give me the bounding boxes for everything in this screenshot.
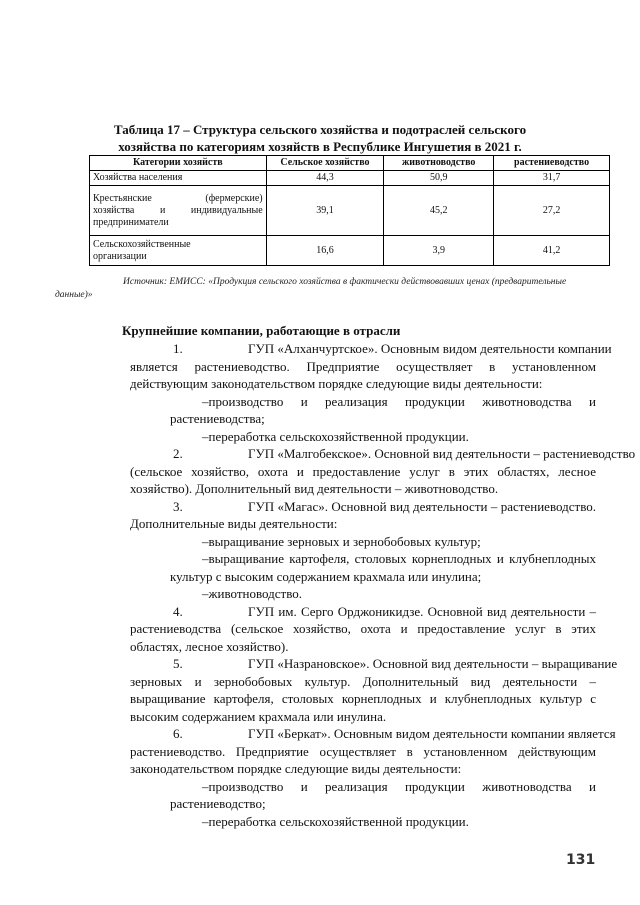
item-line: растениеводство. Предприятие осуществляет в установленном действующим (130, 743, 596, 759)
crops-cell: 27,2 (494, 186, 610, 236)
crops-cell: 31,7 (494, 171, 610, 186)
table-row (90, 186, 610, 236)
item-line: 1. ГУП «Алханчуртское». Основным видом деятельности компании (173, 341, 612, 356)
category-text: Крестьянские (фермерские) (93, 192, 263, 204)
category-cell (90, 236, 267, 266)
item-line: 4. ГУП им. Серго Орджоникидзе. Основной вид деятельности – (173, 603, 596, 619)
source-line-1: Источник: ЕМИСС: «Продукция сельского хозяйства в фактически действовавших ценах (предварительные (123, 277, 567, 287)
header-livestock: животноводство (384, 156, 494, 171)
item-line: законодательством порядке следующие виды деятельности: (130, 761, 462, 776)
company-item (130, 655, 618, 725)
source-line-2: данные)» (55, 290, 93, 300)
company-item (130, 498, 596, 603)
companies-list (130, 340, 636, 830)
livestock-cell: 45,2 (384, 186, 494, 236)
page-number: 131 (566, 852, 596, 868)
category-text: организации (93, 250, 147, 262)
bullet-line: растениеводства; (170, 411, 265, 426)
item-line: высоким содержанием крахмала или инулина. (130, 708, 387, 724)
category-text: Хозяйства населения (93, 172, 183, 183)
table-source-note (55, 276, 597, 302)
livestock-cell: 3,9 (384, 236, 494, 266)
agriculture-cell: 44,3 (266, 171, 384, 186)
item-number: 3. (173, 498, 183, 514)
item-number: 5. (173, 656, 183, 671)
table-row (90, 171, 610, 186)
item-line: 6. ГУП «Беркат». Основным видом деятельности компании является (173, 726, 616, 741)
item-line: Дополнительные виды деятельности: (130, 516, 338, 531)
item-line: 2. ГУП «Малгобекское». Основной вид деятельности – растениеводство (173, 446, 636, 461)
crops-cell: 41,2 (494, 236, 610, 266)
item-number: 1. (173, 341, 183, 356)
table-row (90, 236, 610, 266)
bullet-line: культур с высоким содержанием крахмала или инулина; (170, 568, 482, 584)
bullet-line: –производство и реализация продукции животноводства и (202, 393, 596, 409)
item-number: 2. (173, 446, 183, 461)
bullet-line: –переработка сельскохозяйственной продукции. (202, 813, 469, 829)
bullet-line: –выращивание зерновых и зернобобовых культур; (202, 533, 481, 549)
item-line: 5. ГУП «Назрановское». Основной вид деятельности – выращивание (173, 656, 618, 671)
agriculture-cell: 39,1 (266, 186, 384, 236)
item-number: 6. (173, 726, 183, 741)
section-heading: Крупнейшие компании, работающие в отрасли (122, 323, 401, 338)
item-line: зерновых и зернобобовых культур. Дополнительный вид деятельности – (130, 673, 596, 689)
category-cell (90, 171, 267, 186)
bullet-line: растениеводство; (170, 796, 266, 811)
item-number: 4. (173, 603, 183, 619)
item-line: действующим законодательством порядке следующие виды деятельности: (130, 376, 543, 391)
bullet-line: –производство и реализация продукции животноводства и (202, 778, 596, 794)
agriculture-cell: 16,6 (266, 236, 384, 266)
company-item (130, 603, 596, 656)
table-title-line-1: Таблица 17 – Структура сельского хозяйства и подотраслей сельского (113, 122, 527, 137)
category-cell (90, 186, 267, 236)
item-line: 3. ГУП «Магас». Основной вид деятельности – растениеводство. (173, 498, 596, 514)
header-crops: растениеводство (494, 156, 610, 171)
item-line: (сельское хозяйство, охота и предоставление услуг в этих областях, лесное (130, 463, 596, 479)
livestock-cell: 50,9 (384, 171, 494, 186)
header-agriculture: Сельское хозяйство (266, 156, 384, 171)
bullet-line: –выращивание картофеля, столовых корнеплодных и клубнеплодных (202, 551, 596, 566)
bullet-line: –переработка сельскохозяйственной продукции. (202, 428, 469, 444)
category-text: хозяйства и индивидуальные (93, 204, 263, 216)
item-line: выращивание картофеля, столовых корнеплодных и клубнеплодных культур с (130, 691, 596, 706)
item-line: хозяйство). Дополнительный вид деятельности – животноводство. (130, 481, 499, 496)
company-item (130, 445, 636, 498)
table-title-line-2: хозяйства по категориям хозяйств в Республике Ингушетия в 2021 г. (118, 139, 522, 154)
structure-table (89, 155, 610, 266)
header-category: Категории хозяйств (90, 156, 267, 171)
category-text: Сельскохозяйственные (93, 238, 191, 250)
category-text: предприниматели (93, 216, 169, 228)
table-header-row (90, 156, 610, 171)
item-line: растениеводства (сельское хозяйство, охота и предоставление услуг в этих (130, 621, 596, 636)
company-item (130, 725, 616, 830)
bullet-line: –животноводство. (202, 586, 302, 601)
item-line: является растениеводство. Предприятие осуществляет в установленном (130, 358, 596, 374)
company-item (130, 340, 612, 445)
item-line: областях, лесное хозяйство). (130, 638, 289, 654)
table-title (110, 121, 530, 155)
